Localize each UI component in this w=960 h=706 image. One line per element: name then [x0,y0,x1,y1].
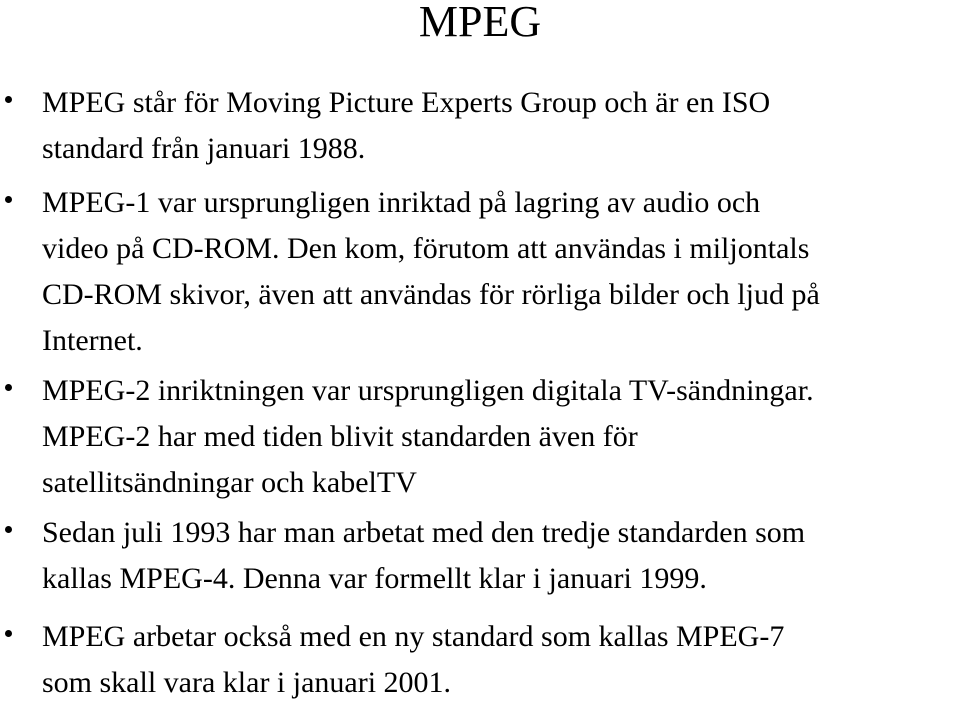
bullet-line: standard från januari 1988. [42,132,366,165]
bullet-line: video på CD-ROM. Den kom, förutom att användas i miljontals [42,232,810,265]
bullet-line: Sedan juli 1993 har man arbetat med den tredje standarden som [42,516,806,549]
bullet-text [42,368,954,506]
bullet-line: som skall vara klar i januari 2001. [42,666,452,699]
bullet-dot-icon [5,196,12,203]
bullet-text [42,614,954,706]
bullet-line: CD-ROM skivor, även att användas för rörliga bilder och ljud på [42,278,820,311]
bullet-dot-icon [5,384,12,391]
bullet-line: Internet. [42,324,143,357]
bullet-dot-icon [5,630,12,637]
bullet-text [42,180,954,364]
bullet-line: MPEG-1 var ursprungligen inriktad på lagring av audio och [42,186,761,219]
bullet-text [42,510,954,602]
bullet-line: MPEG står för Moving Picture Experts Group och är en ISO [42,86,771,119]
bullet-line: MPEG-2 inriktningen var ursprungligen digitala TV-sändningar. [42,374,814,407]
bullet-line: MPEG-2 har med tiden blivit standarden även för [42,420,638,453]
bullet-dot-icon [5,96,12,103]
bullet-text [42,80,954,172]
bullet-line: MPEG arbetar också med en ny standard som kallas MPEG-7 [42,620,785,653]
bullet-line: satellitsändningar och kabelTV [42,466,417,499]
bullet-line: kallas MPEG-4. Denna var formellt klar i januari 1999. [42,562,707,595]
slide-title: MPEG [418,0,542,46]
bullet-dot-icon [5,526,12,533]
